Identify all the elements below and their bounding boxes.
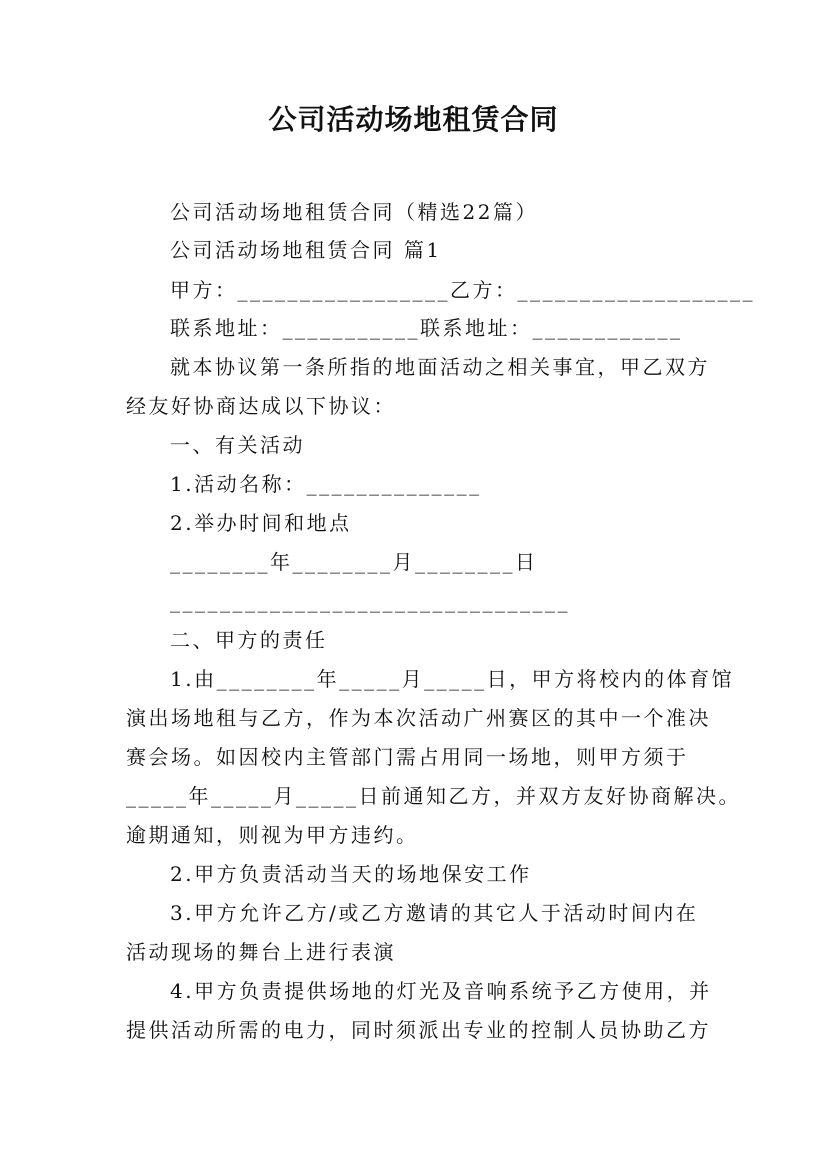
clause-line: 逾期通知，则视为甲方违约。 bbox=[126, 823, 419, 847]
clause-line: 1.活动名称：______________ bbox=[170, 472, 482, 496]
date-blank-line: ________年________月________日 bbox=[170, 550, 538, 574]
clause-line: 3.甲方允许乙方/或乙方邀请的其它人于活动时间内在 bbox=[170, 901, 699, 925]
clause-line: 赛会场。如因校内主管部门需占用同一场地，则甲方须于 bbox=[126, 745, 689, 769]
document-title: 公司活动场地租赁合同 bbox=[268, 103, 559, 136]
paragraph-line: 经友好协商达成以下协议： bbox=[126, 394, 396, 418]
clause-line: 活动现场的舞台上进行表演 bbox=[126, 940, 396, 964]
subtitle-line: 公司活动场地租赁合同（精选22篇） bbox=[170, 200, 538, 224]
clause-line: 2.甲方负责活动当天的场地保安工作 bbox=[170, 862, 532, 886]
section-heading-line: 公司活动场地租赁合同 篇1 bbox=[170, 238, 442, 262]
clause-line: 演出场地租与乙方，作为本次活动广州赛区的其中一个准决 bbox=[126, 706, 711, 730]
clause-heading-line: 二、甲方的责任 bbox=[170, 628, 328, 652]
clause-line: _____年_____月_____日前通知乙方，并双方友好协商解决。 bbox=[126, 784, 741, 808]
clause-line: 提供活动所需的电力，同时须派出专业的控制人员协助乙方 bbox=[126, 1018, 711, 1042]
address-line: 联系地址：___________联系地址：____________ bbox=[170, 316, 683, 340]
clause-line: 2.举办时间和地点 bbox=[170, 511, 352, 535]
clause-line: 1.由________年_____月_____日，甲方将校内的体育馆 bbox=[170, 667, 735, 691]
clause-heading-line: 一、有关活动 bbox=[170, 433, 305, 457]
location-blank-line: ________________________________ bbox=[170, 589, 570, 613]
party-line: 甲方：_________________乙方：___________________ bbox=[170, 278, 755, 302]
clause-line: 4.甲方负责提供场地的灯光及音响系统予乙方使用，并 bbox=[170, 979, 712, 1003]
paragraph-line: 就本协议第一条所指的地面活动之相关事宜，甲乙双方 bbox=[170, 355, 710, 379]
